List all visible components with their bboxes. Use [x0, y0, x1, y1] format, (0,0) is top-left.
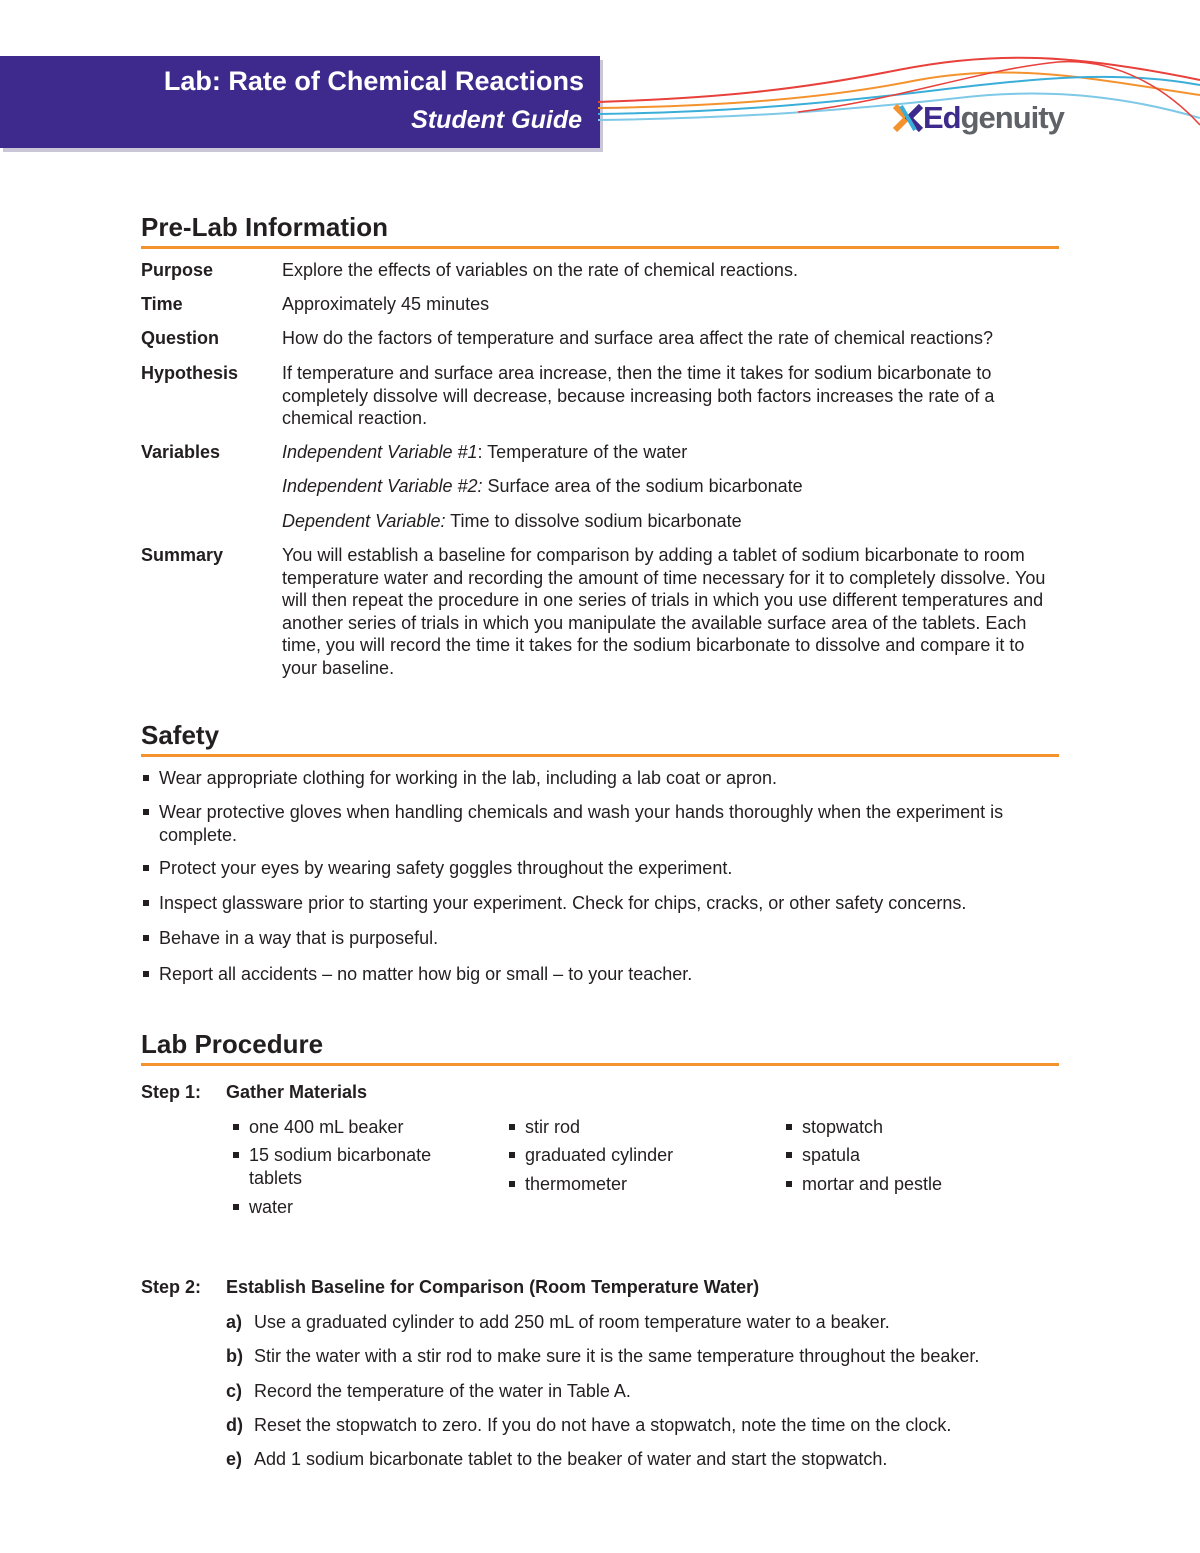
step-letter: b)	[226, 1346, 243, 1366]
bullet-icon	[786, 1124, 792, 1130]
material-text: spatula	[802, 1145, 861, 1165]
question-label: Question	[141, 328, 220, 348]
step-letter: e)	[226, 1449, 243, 1469]
bullet-icon	[143, 971, 149, 977]
iv2-value: Surface area of the sodium bicarbonate	[482, 476, 803, 496]
safety-item-text: Behave in a way that is purposeful.	[159, 928, 439, 948]
time-value: Approximately 45 minutes	[282, 294, 490, 314]
list-item	[502, 1116, 732, 1139]
material-text: water	[249, 1197, 294, 1217]
variables-label: Variables	[141, 442, 221, 462]
document-title: Lab: Rate of Chemical Reactions	[163, 66, 584, 96]
safety-item-text: Report all accidents – no matter how big or small – to your teacher.	[159, 964, 693, 984]
iv1-label: Independent Variable #1	[282, 442, 478, 462]
question-value: How do the factors of temperature and surface area affect the rate of chemical reactions?	[282, 328, 994, 348]
logo-text-genuity: genuity	[960, 100, 1064, 135]
safety-item-text: Wear appropriate clothing for working in the lab, including a lab coat or apron.	[159, 768, 778, 788]
step-text: Record the temperature of the water in Table A.	[254, 1381, 631, 1401]
bullet-icon	[143, 900, 149, 906]
step-letter: d)	[226, 1415, 243, 1435]
material-text: thermometer	[525, 1174, 628, 1194]
bullet-icon	[233, 1124, 239, 1130]
list-item	[141, 857, 1041, 880]
step2-label: Step 2:	[141, 1277, 202, 1297]
list-item	[226, 1414, 1066, 1437]
bullet-icon	[143, 865, 149, 871]
material-text: graduated cylinder	[525, 1145, 674, 1165]
bullet-icon	[233, 1152, 239, 1158]
purpose-value: Explore the effects of variables on the rate of chemical reactions.	[282, 260, 798, 280]
safety-heading: Safety	[141, 718, 1059, 757]
material-text: 15 sodium bicarbonate tablets	[249, 1145, 432, 1188]
summary-value: You will establish a baseline for comparison by adding a tablet of sodium bicarbonate to room temperature water and recording the amount of time necessary for it to completely dissolve. You will then repeat the procedure in one series of trials in which you use different temperatures and another series of trials in which you manipulate the available surface area of the tablets. Each time, you will record the time it takes for the sodium bicarbonate to dissolve and compare it to your baseline.	[282, 545, 1046, 678]
list-item	[226, 1196, 456, 1219]
list-item	[141, 963, 1041, 986]
step2-title: Establish Baseline for Comparison (Room Temperature Water)	[226, 1277, 760, 1297]
edgenuity-x-icon	[893, 104, 923, 132]
list-item	[141, 767, 1041, 790]
list-item	[226, 1144, 456, 1189]
step-text: Add 1 sodium bicarbonate tablet to the beaker of water and start the stopwatch.	[254, 1449, 888, 1469]
material-text: one 400 mL beaker	[249, 1117, 404, 1137]
list-item	[226, 1116, 456, 1139]
list-item	[226, 1448, 1066, 1471]
material-text: mortar and pestle	[802, 1174, 943, 1194]
list-item	[141, 927, 1041, 950]
title-banner	[0, 56, 600, 148]
bullet-icon	[509, 1181, 515, 1187]
safety-item-text: Inspect glassware prior to starting your experiment. Check for chips, cracks, or other safety concerns.	[159, 893, 967, 913]
bullet-icon	[509, 1152, 515, 1158]
list-item	[141, 801, 1041, 846]
edgenuity-logo	[893, 100, 1064, 140]
procedure-heading: Lab Procedure	[141, 1027, 1059, 1066]
document-subtitle: Student Guide	[411, 106, 582, 134]
list-item	[779, 1144, 1009, 1167]
step1-title: Gather Materials	[226, 1082, 368, 1102]
iv2-label: Independent Variable #2:	[282, 476, 483, 496]
bullet-icon	[509, 1124, 515, 1130]
independent-variable-1	[282, 441, 1059, 464]
step1-label: Step 1:	[141, 1082, 202, 1102]
purpose-label: Purpose	[141, 260, 214, 280]
step-letter: c)	[226, 1381, 243, 1401]
list-item	[779, 1173, 1009, 1196]
dependent-variable	[282, 510, 1059, 533]
bullet-icon	[143, 809, 149, 815]
hypothesis-label: Hypothesis	[141, 363, 239, 383]
bullet-icon	[786, 1181, 792, 1187]
step-letter: a)	[226, 1312, 243, 1332]
dv-value: Time to dissolve sodium bicarbonate	[445, 511, 742, 531]
list-item	[779, 1116, 1009, 1139]
safety-item-text: Wear protective gloves when handling chemicals and wash your hands thoroughly when the experiment is complete.	[159, 802, 1004, 845]
time-label: Time	[141, 294, 183, 314]
list-item	[502, 1144, 732, 1167]
independent-variable-2	[282, 475, 1059, 498]
step-text: Reset the stopwatch to zero. If you do not have a stopwatch, note the time on the clock.	[254, 1415, 952, 1435]
safety-item-text: Protect your eyes by wearing safety goggles throughout the experiment.	[159, 858, 733, 878]
hypothesis-value: If temperature and surface area increase, then the time it takes for sodium bicarbonate to completely dissolve will decrease, because increasing both factors increases the rate of a chemical reaction.	[282, 363, 995, 428]
list-item	[502, 1173, 732, 1196]
list-item	[226, 1311, 1066, 1334]
step-text: Use a graduated cylinder to add 250 mL of room temperature water to a beaker.	[254, 1312, 890, 1332]
material-text: stir rod	[525, 1117, 581, 1137]
iv1-value: : Temperature of the water	[477, 442, 688, 462]
step-text: Stir the water with a stir rod to make sure it is the same temperature throughout the beaker.	[254, 1346, 980, 1366]
summary-label: Summary	[141, 545, 224, 565]
bullet-icon	[233, 1204, 239, 1210]
material-text: stopwatch	[802, 1117, 884, 1137]
bullet-icon	[143, 775, 149, 781]
list-item	[141, 892, 1041, 915]
bullet-icon	[143, 935, 149, 941]
prelab-heading: Pre-Lab Information	[141, 210, 1059, 249]
list-item	[226, 1380, 1066, 1403]
bullet-icon	[786, 1152, 792, 1158]
list-item	[226, 1345, 1066, 1368]
dv-label: Dependent Variable:	[282, 511, 446, 531]
logo-text-ed: Ed	[923, 100, 961, 135]
